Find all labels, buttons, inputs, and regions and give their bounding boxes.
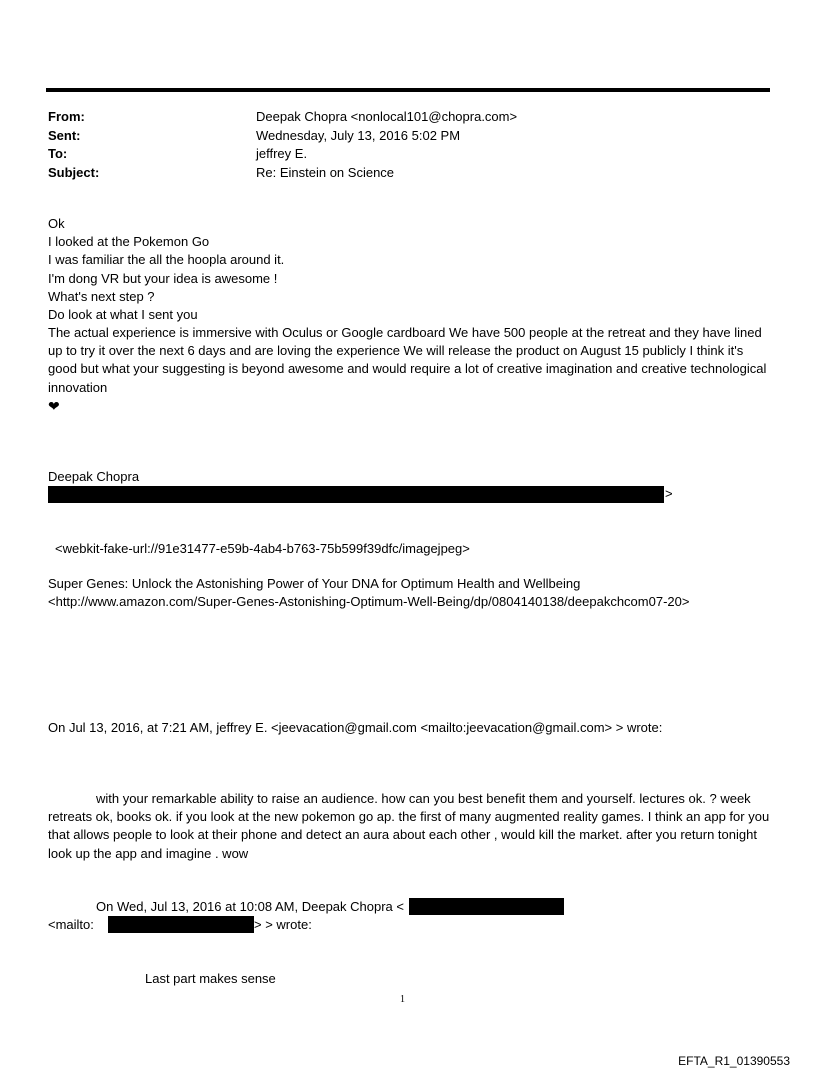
body-line: I was familiar the all the hoopla around it. [48, 252, 285, 268]
book-url[interactable]: <http://www.amazon.com/Super-Genes-Astonishing-Optimum-Well-Being/dp/0804140138/deepakchcom07-20> [48, 594, 690, 609]
message-body [48, 215, 284, 324]
quoted-intro-1: On Jul 13, 2016, at 7:21 AM, jeffrey E. <jeevacation@gmail.com <mailto:jeevacation@gmail.com> > wrote: [48, 720, 663, 735]
quoted-intro-2: On Wed, Jul 13, 2016 at 10:08 AM, Deepak Chopra < [96, 899, 404, 914]
to-value: jeffrey E. [256, 146, 308, 161]
signature-image-url: <webkit-fake-url://91e31477-e59b-4ab4-b763-75b599f39dfc/imagejpeg> [55, 541, 470, 556]
header-rule [46, 88, 770, 92]
quoted-text-1-content: with your remarkable ability to raise an audience. how can you best benefit them and yourself. lectures ok. ? week retreats ok, books ok. if you look at the new pokemon go ap. the first of many augmented reality games. I think an app for you that allows people to look at their phone and detect an aura about each other , would kill the market. after you return tonight look up the app and imagine . wow [48, 791, 770, 861]
body-line: Ok [48, 216, 65, 231]
mailto-suffix: > > wrote: [254, 917, 312, 932]
sent-value: Wednesday, July 13, 2016 5:02 PM [256, 127, 461, 143]
subject-value: Re: Einstein on Science [256, 164, 395, 180]
sent-row [48, 127, 517, 146]
sent-label: Sent: [48, 127, 81, 143]
subject-row [48, 164, 517, 183]
heart-icon: ❤ [48, 398, 60, 414]
redaction-bar [48, 486, 664, 503]
email-header [48, 108, 517, 182]
document-id: EFTA_R1_01390553 [678, 1054, 790, 1068]
page-number: 1 [400, 994, 405, 1005]
from-value: Deepak Chopra <nonlocal101@chopra.com> [256, 109, 518, 124]
body-line: Do look at what I sent you [48, 307, 198, 323]
body-paragraph: The actual experience is immersive with Oculus or Google cardboard We have 500 people at the retreat and they have lined up to try it over the next 6 days and are loving the experience We will release the product on August 15 publicly I think it's good but what your suggesting is beyond awesome and would require a lot of creative imagination and creative technological innovation [48, 325, 767, 395]
redaction-tail: > [665, 486, 673, 501]
from-row [48, 108, 517, 127]
from-label: From: [48, 109, 85, 124]
body-line: I'm dong VR but your idea is awesome ! [48, 270, 278, 286]
to-row [48, 145, 517, 164]
signature-name: Deepak Chopra [48, 469, 140, 484]
body-line: What's next step ? [48, 288, 155, 304]
redaction-bar [409, 898, 564, 915]
book-title: Super Genes: Unlock the Astonishing Power of Your DNA for Optimum Health and Wellbeing [48, 576, 581, 591]
body-line: I looked at the Pokemon Go [48, 234, 210, 250]
subject-label: Subject: [48, 164, 100, 180]
quoted-text-2: Last part makes sense [145, 971, 276, 986]
mailto-prefix: <mailto: [48, 917, 94, 932]
redaction-bar [108, 916, 254, 933]
to-label: To: [48, 146, 68, 161]
quoted-text-1 [48, 790, 772, 863]
